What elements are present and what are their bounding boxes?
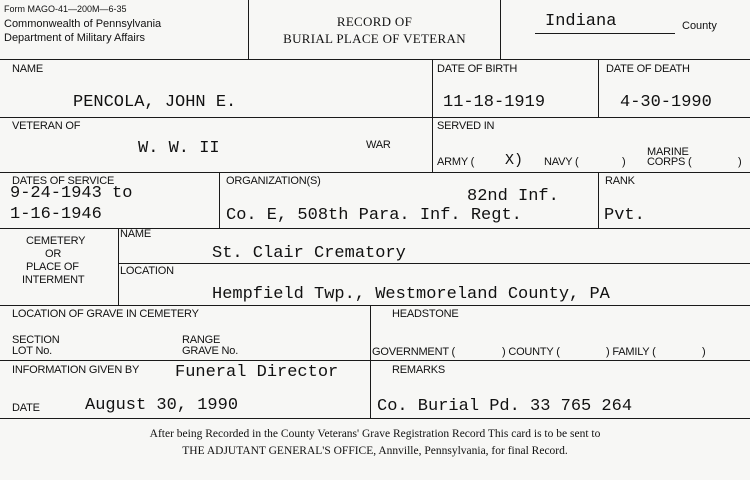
form-number: Form MAGO-41—200M—6-35 bbox=[4, 4, 127, 14]
organization-line2: Co. E, 508th Para. Inf. Regt. bbox=[226, 206, 522, 225]
grave-location-label: LOCATION OF GRAVE IN CEMETERY bbox=[12, 308, 199, 320]
rule bbox=[432, 59, 433, 172]
served-in-label: SERVED IN bbox=[437, 120, 495, 132]
cemetery-label-line2: OR bbox=[45, 248, 62, 260]
rule bbox=[0, 117, 750, 118]
organization-label: ORGANIZATION(S) bbox=[226, 175, 321, 187]
death-label: DATE OF DEATH bbox=[606, 63, 690, 75]
rule bbox=[500, 0, 501, 59]
rule bbox=[0, 172, 750, 173]
rule bbox=[118, 228, 119, 305]
county-label: County bbox=[682, 20, 717, 32]
navy-label: NAVY ( bbox=[544, 156, 579, 168]
army-label: ARMY ( bbox=[437, 156, 475, 168]
county-underline bbox=[535, 33, 675, 34]
remarks-value: Co. Burial Pd. 33 765 264 bbox=[377, 397, 633, 416]
marine-label-line1: MARINE bbox=[647, 146, 689, 158]
cemetery-name: St. Clair Crematory bbox=[212, 244, 406, 263]
rank-label: RANK bbox=[605, 175, 635, 187]
service-dates-label: DATES OF SERVICE bbox=[12, 175, 115, 187]
rule bbox=[0, 228, 750, 229]
form-title-line1: RECORD OF bbox=[336, 14, 413, 29]
footer-line1: After being Recorded in the County Veterans' Grave Registration Record This card is to be sent to bbox=[149, 428, 601, 440]
date-label: DATE bbox=[12, 402, 40, 414]
cemetery-label-line3: PLACE OF bbox=[26, 261, 79, 273]
rule bbox=[0, 305, 750, 306]
lot-label: LOT No. bbox=[12, 345, 52, 357]
headstone-close: ) bbox=[702, 346, 706, 358]
range-label: RANGE bbox=[182, 334, 221, 346]
grave-no-label: GRAVE No. bbox=[182, 345, 239, 357]
form-title-line2: BURIAL PLACE OF VETERAN bbox=[283, 31, 466, 46]
info-given-label: INFORMATION GIVEN BY bbox=[12, 364, 140, 376]
cemetery-name-label: NAME bbox=[120, 228, 151, 240]
organization-line1: 82nd Inf. bbox=[467, 187, 559, 206]
marine-label-line2: CORPS ( bbox=[647, 156, 692, 168]
rule bbox=[0, 59, 750, 60]
rule bbox=[0, 360, 750, 361]
cemetery-label-line1: CEMETERY bbox=[26, 235, 86, 247]
remarks-label: REMARKS bbox=[392, 364, 445, 376]
service-end: 1-16-1946 bbox=[10, 205, 102, 224]
rule bbox=[0, 418, 750, 419]
record-date: August 30, 1990 bbox=[85, 396, 239, 415]
state-name: Commonwealth of Pennsylvania bbox=[4, 18, 162, 30]
cemetery-label-line4: INTERMENT bbox=[22, 274, 85, 286]
rule bbox=[219, 172, 220, 228]
marine-close: ) bbox=[738, 156, 742, 168]
rule bbox=[370, 305, 371, 418]
army-mark: X) bbox=[505, 152, 524, 169]
service-start: 9-24-1943 to bbox=[10, 184, 133, 203]
veteran-of-label: VETERAN OF bbox=[12, 120, 81, 132]
county-value: Indiana bbox=[545, 12, 617, 31]
headstone-government: GOVERNMENT ( bbox=[372, 346, 455, 358]
footer-line2: THE ADJUTANT GENERAL'S OFFICE, Annville, Pennsylvania, for final Record. bbox=[182, 445, 568, 457]
headstone-family: ) FAMILY ( bbox=[606, 346, 656, 358]
info-given-value: Funeral Director bbox=[175, 363, 339, 382]
navy-close: ) bbox=[622, 156, 626, 168]
rank-value: Pvt. bbox=[604, 206, 645, 225]
rule bbox=[598, 59, 599, 117]
rule bbox=[598, 172, 599, 228]
department-name: Department of Military Affairs bbox=[4, 32, 146, 44]
war-value: W. W. II bbox=[138, 139, 220, 158]
veteran-name: PENCOLA, JOHN E. bbox=[73, 93, 237, 112]
death-date: 4-30-1990 bbox=[620, 93, 712, 112]
war-label: WAR bbox=[366, 139, 391, 151]
headstone-label: HEADSTONE bbox=[392, 308, 459, 320]
name-label: NAME bbox=[12, 63, 43, 75]
birth-date: 11-18-1919 bbox=[443, 93, 546, 112]
birth-label: DATE OF BIRTH bbox=[437, 63, 518, 75]
cemetery-location: Hempfield Twp., Westmoreland County, PA bbox=[212, 285, 610, 304]
section-label: SECTION bbox=[12, 334, 60, 346]
rule bbox=[118, 263, 750, 264]
cemetery-location-label: LOCATION bbox=[120, 265, 174, 277]
headstone-county: ) COUNTY ( bbox=[502, 346, 560, 358]
